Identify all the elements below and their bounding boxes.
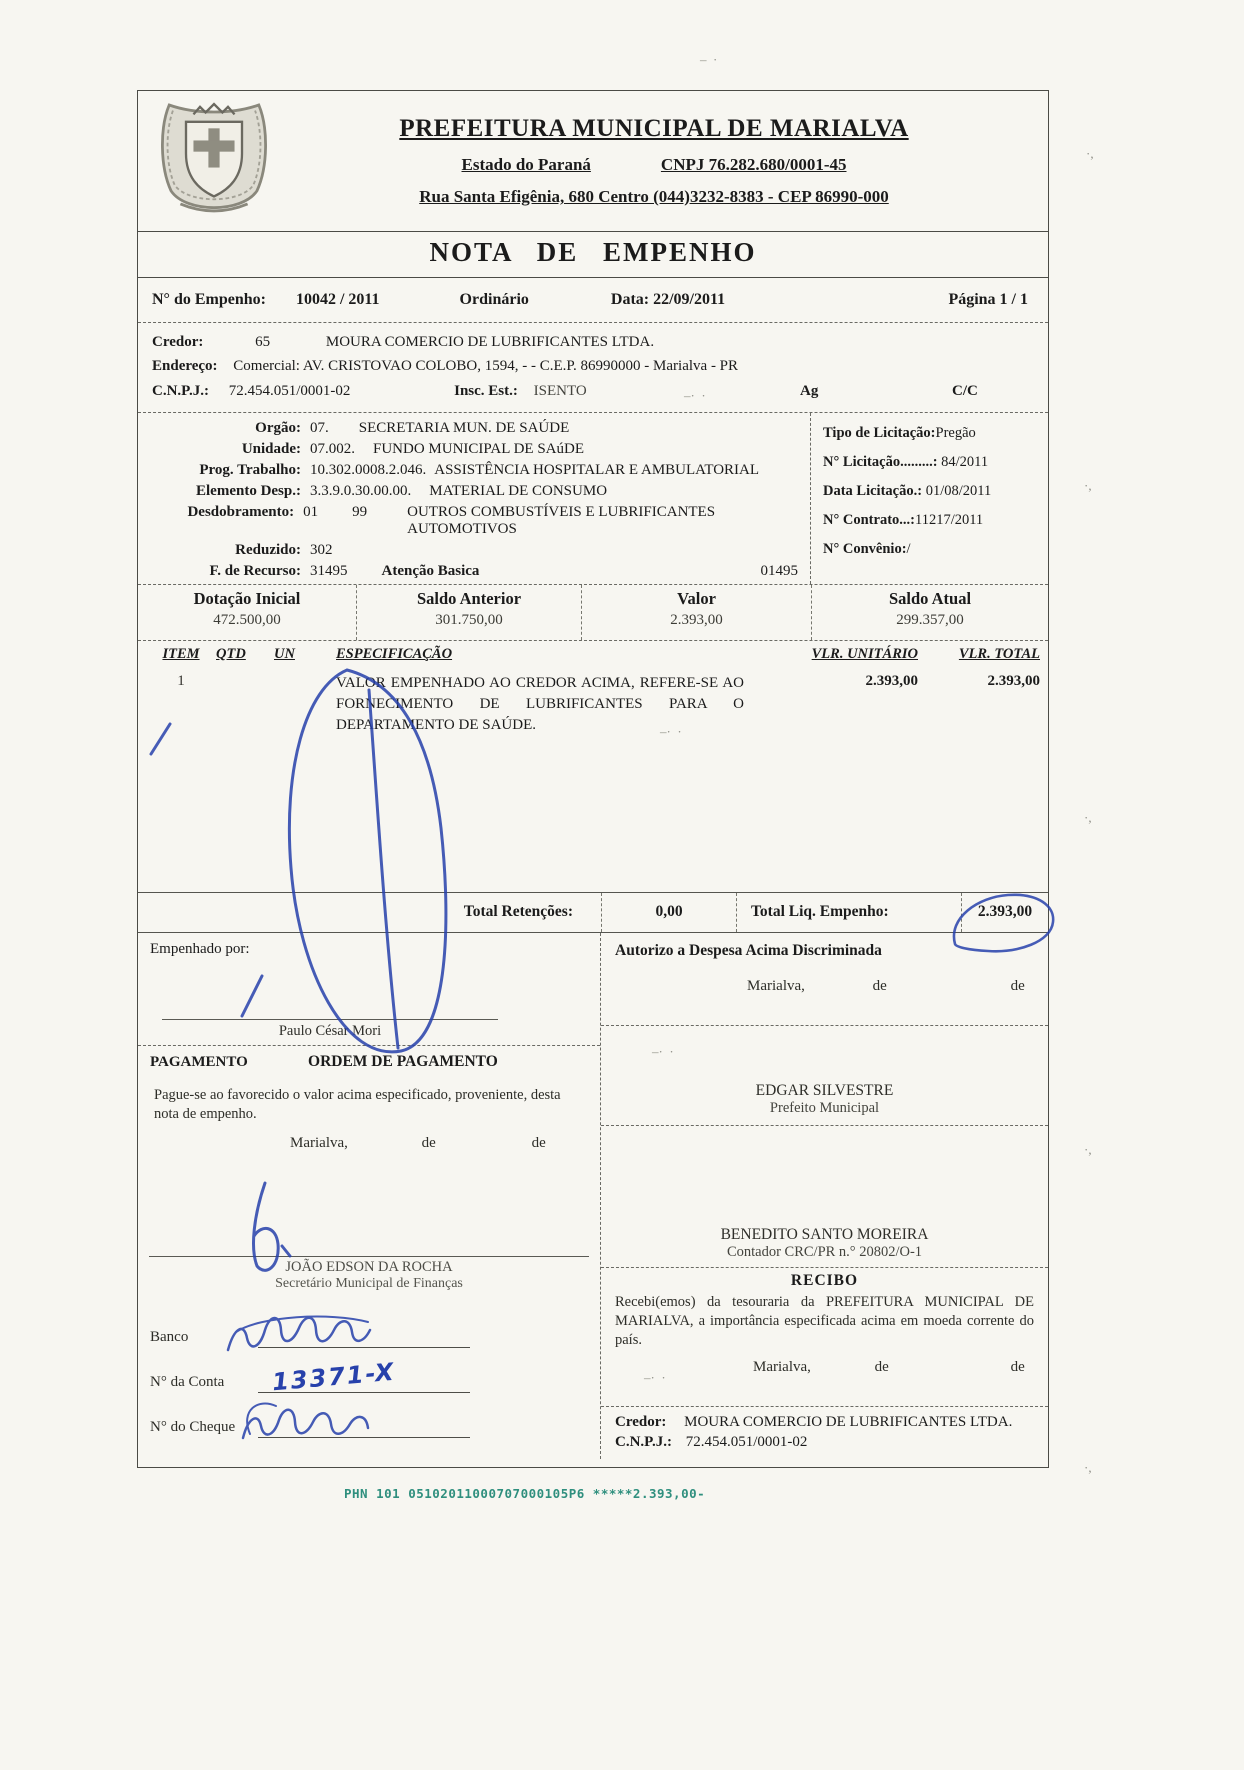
de: de <box>874 1359 889 1376</box>
fonte-recurso-code2: 01495 <box>760 562 798 579</box>
empenhado-por-box <box>138 933 600 1045</box>
autorizo-title: Autorizo a Despesa Acima Discriminada <box>615 941 882 959</box>
de: de <box>872 977 887 994</box>
item-especificacao: VALOR EMPENHADO AO CREDOR ACIMA, REFERE-SE AO FORNECIMENTO DE LUBRIFICANTES PARA O DEPARTAMENTO DE SAÚDE. <box>336 674 744 733</box>
document-header <box>138 91 1048 231</box>
num-contrato-label: N° Contrato...: <box>823 511 915 528</box>
creditor-label: Credor: <box>152 334 204 350</box>
empenho-type: Ordinário <box>459 291 529 308</box>
totals-row <box>138 892 1048 932</box>
orgao-value: SECRETARIA MUN. DE SAÚDE <box>358 419 570 436</box>
prefeito-cargo: Prefeito Municipal <box>769 1099 880 1116</box>
creditor-section <box>138 322 1048 412</box>
dotacao-header: Saldo Atual <box>888 588 972 608</box>
dotacao-col-valor <box>581 585 811 640</box>
total-retencoes-label: Total Retenções: <box>463 903 573 921</box>
signature-section <box>138 932 1048 1459</box>
desdobramento-value: OUTROS COMBUSTÍVEIS E LUBRIFICANTES AUTOMOTIVOS <box>407 503 716 537</box>
secretario-cargo: Secretário Municipal de Finanças <box>275 1275 463 1291</box>
empenho-number: 10042 / 2011 <box>295 291 380 308</box>
conta-row <box>150 1348 600 1397</box>
dot-matrix-print-line: PHN 101 05102011000707000105P6 *****2.393,00- <box>344 1486 706 1501</box>
prog-trabalho-value: ASSISTÊNCIA HOSPITALAR E AMBULATORIAL <box>434 461 760 478</box>
dotacao-value: 299.357,00 <box>896 611 964 628</box>
creditor-cnpj: 72.454.051/0001-02 <box>228 382 351 399</box>
conta-fill-line <box>258 1357 470 1397</box>
desdobramento-code: 01 <box>303 503 319 520</box>
page-number: Página 1 / 1 <box>948 291 1028 308</box>
dotacao-table <box>138 584 1048 640</box>
de: de <box>1010 977 1025 994</box>
unidade-value: FUNDO MUNICIPAL DE SAúDE <box>373 440 584 457</box>
prefeito-signature-box <box>601 1026 1048 1126</box>
cnpj-label: C.N.P.J.: <box>152 382 209 399</box>
col-especificacao: ESPECIFICAÇÃO <box>336 645 453 662</box>
banco-label: Banco <box>150 1328 189 1345</box>
item-number: 1 <box>177 672 185 689</box>
col-item: ITEM <box>162 645 200 662</box>
dotacao-col-saldo-anterior <box>356 585 581 640</box>
orgao-label: Orgão: <box>255 419 301 436</box>
dotacao-value: 301.750,00 <box>435 611 503 628</box>
num-licitacao-label: N° Licitação.........: <box>823 453 938 470</box>
creditor-name: MOURA COMERCIO DE LUBRIFICANTES LTDA. <box>325 334 655 350</box>
coat-of-arms-graphic <box>158 99 270 223</box>
page-title: PREFEITURA MUNICIPAL DE MARIALVA <box>399 115 909 142</box>
classification-rows <box>138 413 810 584</box>
empenhado-por-label: Empenhado por: <box>150 940 250 957</box>
tipo-licitacao-value: Pregão <box>935 424 976 441</box>
nota-de-empenho-document <box>137 90 1049 1468</box>
item-vlr-total: 2.393,00 <box>987 672 1040 689</box>
data-line <box>615 1359 1034 1376</box>
recibo-texto: Recebi(emos) da tesouraria da PREFEITURA MUNICIPAL DE MARIALVA, a importância especificada acima em moeda corrente do país. <box>615 1293 1034 1349</box>
creditor-code: 65 <box>255 334 271 350</box>
elemento-value: MATERIAL DE CONSUMO <box>429 482 608 499</box>
budget-classification-section <box>138 412 1048 584</box>
state-registration-value: ISENTO <box>533 382 587 399</box>
cidade: Marialva, <box>747 977 805 994</box>
dotacao-header: Valor <box>677 588 716 608</box>
de: de <box>1010 1359 1025 1376</box>
pagamento-header <box>138 1045 600 1079</box>
data-line <box>138 1135 600 1163</box>
unidade-label: Unidade: <box>241 440 301 457</box>
contador-signature-box <box>601 1226 1048 1268</box>
header-cnpj: CNPJ 76.282.680/0001-45 <box>660 155 847 174</box>
agency-label: Ag <box>800 382 819 399</box>
scan-artifact: ·, <box>1084 478 1092 493</box>
total-retencoes-value: 0,00 <box>601 893 736 932</box>
empenho-date: Data: 22/09/2011 <box>610 291 726 308</box>
contador-nome: BENEDITO SANTO MOREIRA <box>720 1225 929 1243</box>
col-vlr-total: VLR. TOTAL <box>958 645 1040 662</box>
total-liq-label: Total Liq. Empenho: <box>736 893 961 932</box>
signature-line <box>149 1256 589 1257</box>
pagamento-title: PAGAMENTO <box>150 1053 248 1070</box>
num-contrato-value: 11217/2011 <box>914 511 984 528</box>
num-convenio-value: / <box>906 540 911 557</box>
ordem-pagamento-title: ORDEM DE PAGAMENTO <box>308 1053 498 1071</box>
scan-artifact: –· · <box>684 388 706 403</box>
autorizo-box <box>601 933 1048 1026</box>
tipo-licitacao-label: Tipo de Licitação: <box>823 424 936 441</box>
prog-trabalho-code: 10.302.0008.2.046. <box>310 461 427 478</box>
orgao-code: 07. <box>310 419 329 436</box>
reduzido-value: 302 <box>310 541 333 558</box>
col-un: UN <box>274 645 295 662</box>
empenho-number-label: N° do Empenho: <box>152 291 266 308</box>
licitacao-panel <box>810 413 1048 584</box>
payment-column <box>138 933 601 1459</box>
dotacao-col-saldo-atual <box>811 585 1048 640</box>
cheque-row <box>150 1393 600 1438</box>
elemento-label: Elemento Desp.: <box>196 482 301 499</box>
dotacao-header: Dotação Inicial <box>193 588 301 608</box>
col-vlr-unitario: VLR. UNITÁRIO <box>811 645 918 662</box>
reduzido-label: Reduzido: <box>235 541 301 558</box>
header-address: Rua Santa Efigênia, 680 Centro (044)3232-8383 - CEP 86990-000 <box>419 187 889 206</box>
col-qtd: QTD <box>216 645 246 662</box>
cnpj-label: C.N.P.J.: <box>615 1433 672 1450</box>
cheque-fill-line <box>258 1404 470 1438</box>
table-row <box>138 665 1048 736</box>
items-table-header <box>138 640 1048 665</box>
creditor-address: Comercial: AV. CRISTOVAO COLOBO, 1594, - - C.E.P. 86990000 - Marialva - PR <box>233 358 739 375</box>
item-vlr-unitario: 2.393,00 <box>865 672 918 689</box>
prog-trabalho-label: Prog. Trabalho: <box>199 461 301 478</box>
scan-artifact: –· · <box>644 1370 666 1385</box>
recibo-box <box>601 1268 1048 1407</box>
items-empty-space <box>138 736 1048 892</box>
item-qtd <box>216 673 274 736</box>
cidade: Marialva, <box>753 1359 811 1376</box>
signature-line <box>162 1019 498 1020</box>
dotacao-col-inicial <box>138 585 356 640</box>
fonte-recurso-label: F. de Recurso: <box>209 562 301 579</box>
scan-artifact: –· · <box>660 724 682 739</box>
num-convenio-label: N° Convênio: <box>823 540 907 557</box>
dotacao-value: 472.500,00 <box>213 611 281 628</box>
empenhado-por-nome: Paulo César Mori <box>278 1022 382 1039</box>
secretario-nome: JOÃO EDSON DA ROCHA <box>285 1258 453 1275</box>
address-label: Endereço: <box>152 358 218 375</box>
cheque-label: N° do Cheque <box>150 1418 236 1435</box>
data-licitacao-label: Data Licitação.: <box>823 482 923 499</box>
scan-artifact: – · <box>700 52 718 67</box>
data-licitacao-value: 01/08/2011 <box>925 482 992 499</box>
municipal-coat-of-arms <box>148 99 280 223</box>
conta-label: N° da Conta <box>150 1373 225 1390</box>
scan-artifact: ·, <box>1084 1460 1092 1475</box>
fonte-recurso-value: Atenção Basica <box>381 562 480 579</box>
desdobramento-code2: 99 <box>352 503 368 520</box>
recibo-credor-box <box>601 1407 1048 1459</box>
credor-label: Credor: <box>615 1413 667 1430</box>
signature-space <box>138 1163 600 1256</box>
recibo-title: RECIBO <box>790 1271 859 1289</box>
dotacao-value: 2.393,00 <box>670 611 723 628</box>
credor-nome: MOURA COMERCIO DE LUBRIFICANTES LTDA. <box>684 1413 1013 1430</box>
state-registration-label: Insc. Est.: <box>454 382 518 399</box>
scan-artifact: ·, <box>1084 1142 1092 1157</box>
contador-cargo: Contador CRC/PR n.° 20802/O-1 <box>726 1243 923 1260</box>
empty-space <box>601 1126 1048 1226</box>
conta-handwritten-value: 13371-X <box>271 1357 397 1397</box>
de: de <box>531 1134 546 1151</box>
banco-row <box>150 1308 600 1348</box>
item-un <box>274 673 336 736</box>
authorization-column <box>601 933 1048 1459</box>
header-state: Estado do Paraná <box>461 155 591 174</box>
de: de <box>421 1134 436 1151</box>
banco-fill-line <box>258 1314 470 1348</box>
ordem-pagamento-texto: Pague-se ao favorecido o valor acima especificado, proveniente, desta nota de empenho. <box>154 1086 561 1123</box>
cidade: Marialva, <box>290 1134 348 1151</box>
empenho-header-row <box>138 277 1048 322</box>
desdobramento-label: Desdobramento: <box>187 503 295 520</box>
data-line <box>615 978 1034 995</box>
scan-artifact: ·, <box>1086 146 1094 161</box>
dotacao-header: Saldo Anterior <box>416 588 522 608</box>
total-liq-value: 2.393,00 <box>961 893 1048 932</box>
num-licitacao-value: 84/2011 <box>941 453 989 470</box>
account-label: C/C <box>952 382 978 399</box>
scan-artifact: –· · <box>652 1044 674 1059</box>
fonte-recurso-code: 31495 <box>310 562 348 579</box>
elemento-code: 3.3.9.0.30.00.00. <box>310 482 412 499</box>
document-title: NOTA DE EMPENHO <box>138 231 1048 277</box>
scan-artifact: ·, <box>1084 810 1092 825</box>
prefeito-nome: EDGAR SILVESTRE <box>755 1081 894 1099</box>
unidade-code: 07.002. <box>310 440 355 457</box>
bank-fields <box>138 1292 600 1438</box>
cnpj-value: 72.454.051/0001-02 <box>685 1433 808 1450</box>
